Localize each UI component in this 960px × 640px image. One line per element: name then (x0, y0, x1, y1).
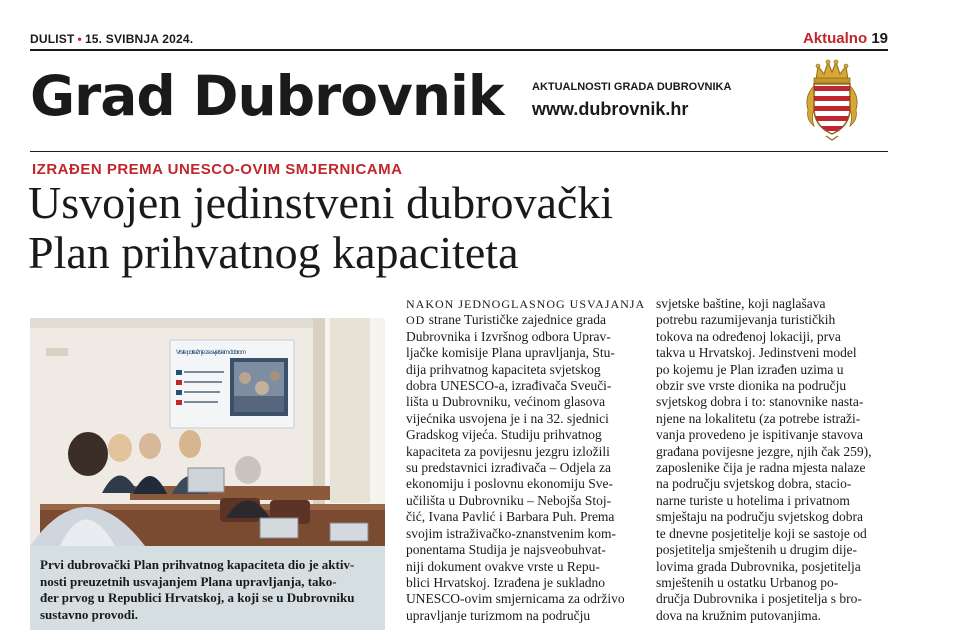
bullet-dot: • (77, 32, 82, 46)
headline-line: Plan prihvatnog kapaciteta (28, 227, 519, 278)
page-number: 19 (871, 30, 888, 47)
top-bar (30, 32, 890, 48)
body-line: ponentama Studija je najsveobuhvat- (406, 542, 606, 558)
body-line: zaposlenike čija je radna mjesta nalaze (656, 460, 866, 476)
body-line: građana povijesne jezgre, njih čak 259), (656, 443, 872, 459)
body-line: posjetitelja smještenih u drugim dije- (656, 542, 857, 558)
body-line: te dnevne posjetitelje koji se sastoje od (656, 525, 867, 541)
headline-line: Usvojen jedinstveni dubrovački (28, 177, 614, 228)
article-headline (28, 178, 888, 278)
body-line: učilišta u Dubrovniku – Nebojša Stoj- (406, 492, 612, 508)
body-line: Gradskog vijeća. Studiju prihvatnog (406, 427, 602, 443)
body-line: svjetske baštine, koji naglašava (656, 296, 826, 311)
body-line: blici Hrvatskoj. Izrađena je sukladno (406, 574, 606, 590)
issue-date: 15. SVIBNJA 2024. (84, 32, 194, 46)
masthead-url: www.dubrovnik.hr (532, 99, 689, 119)
body-line: narne turiste u hotelima i privatnom (656, 492, 850, 508)
body-line: dova na kružnim putovanjima. (656, 607, 821, 623)
caption-line: nosti preuzetnih usvajanjem Plana upravljanja, tako- (40, 573, 337, 589)
body-line: dručja Dubrovnika i posjetitelja s bro- (656, 591, 862, 607)
slide-title: Vrste potražnje za svjetskim dobrom (176, 349, 246, 356)
article-column-2 (656, 296, 888, 624)
body-line: su predstavnici izrađivača – Odjela za (406, 460, 612, 476)
body-line: niji dokument ovakve vrste u Repu- (406, 558, 600, 574)
body-line: ljačke komisije Plana upravljanja, Stu- (406, 345, 615, 361)
article-photo (30, 318, 385, 546)
body-line: svjetskog dobra i to: stanovnike nasta- (656, 394, 864, 410)
photo-caption (30, 546, 385, 630)
body-line: tokova na određenoj lokaciji, prva (656, 328, 841, 344)
article-column-1 (406, 296, 646, 624)
dubrovnik-coat-of-arms-icon (800, 56, 864, 142)
body-text: strane Turističke zajednice grada (425, 312, 607, 328)
body-line: smještaju na području svjetskog dobra (656, 509, 863, 525)
body-line: čić, Ivana Pavlić i Barbara Puh. Prema (406, 509, 615, 525)
body-line: dija prihvatnog kapaciteta svjetskog (406, 361, 601, 377)
top-rule (30, 49, 888, 51)
body-line: potrebu razumijevanja turističkih (656, 312, 836, 328)
dateline (30, 32, 193, 46)
body-line: UNESCO-ovim smjernicama za održivo (406, 591, 625, 607)
body-line: lišta u Dubrovniku, većinom glasova (406, 394, 606, 410)
caption-line: sustavno provodi. (40, 606, 139, 622)
body-line: na području svjetskog dobra, stacio- (656, 476, 852, 492)
lead-in-od: OD (406, 313, 426, 328)
body-line: kapaciteta za povijesnu jezgru izložili (406, 443, 610, 459)
caption-line: đer prvog u Republici Hrvatskoj, a koji se u Dubrovniku (40, 590, 355, 605)
masthead-rule (30, 151, 888, 152)
article-kicker: IZRAĐEN PREMA UNESCO-OVIM SMJERNICAMA (32, 161, 403, 178)
paper-name: DULIST (30, 32, 75, 46)
body-line: vijećnika usvojena je i na 32. sjednici (406, 410, 609, 426)
body-line: njene na lokalitetu (za potrebe istraži- (656, 410, 861, 426)
masthead-tagline: AKTUALNOSTI GRADA DUBROVNIKA (532, 81, 732, 93)
body-line: lovima grada Dubrovnika, posjetitelja (656, 558, 861, 574)
masthead-title: Grad Dubrovnik (30, 64, 504, 128)
body-line: vanja provedeno je ispitivanje stavova (656, 427, 863, 443)
body-line (406, 312, 640, 328)
body-line: smještenih u ostatku Urbanog po- (656, 574, 839, 590)
caption-line: Prvi dubrovački Plan prihvatnog kapaciteta dio je aktiv- (40, 557, 355, 572)
body-line: ekonomiju i poslovnu ekonomiju Sve- (406, 476, 613, 492)
meeting-room-photo (30, 318, 385, 546)
body-line: obzir sve vrste dionika na području (656, 378, 847, 394)
lead-in: NAKON JEDNOGLASNOG USVAJANJA (406, 297, 646, 311)
section-name: Aktualno (802, 30, 868, 47)
section-label (803, 30, 888, 47)
body-line: takva u Hrvatskoj. Jedinstveni model (656, 345, 857, 361)
body-line: po kojemu je Plan izrađen uzima u (656, 361, 844, 377)
body-line: upravljanje turizmom na području (406, 607, 591, 623)
body-line: Dubrovnika i Izvršnog odbora Uprav- (406, 328, 611, 344)
body-line: dobra UNESCO-a, izrađivača Sveuči- (406, 378, 612, 394)
body-line: svojim istraživačko-znanstvenim kom- (406, 525, 616, 541)
